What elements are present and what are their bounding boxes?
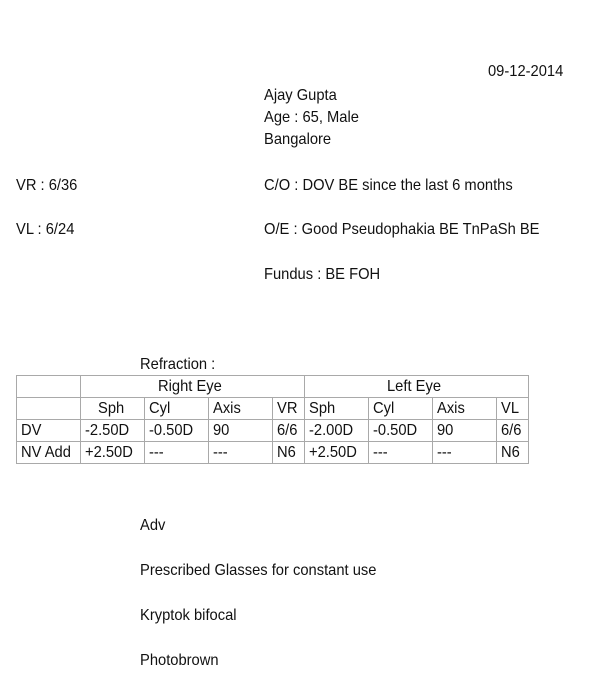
table-header-column-row: [17, 398, 529, 420]
advice-item: Photobrown: [140, 652, 219, 669]
advice-item: Kryptok bifocal: [140, 607, 237, 624]
column-header: Sph: [81, 398, 145, 420]
table-cell: ---: [145, 442, 209, 464]
table-cell: -0.50D: [369, 420, 433, 442]
column-header: Axis: [209, 398, 273, 420]
table-cell: -2.00D: [305, 420, 369, 442]
table-cell: 90: [433, 420, 497, 442]
vision-left: VL : 6/24: [16, 221, 75, 238]
column-header: VL: [497, 398, 529, 420]
table-row: [17, 442, 529, 464]
patient-age-sex: Age : 65, Male: [264, 109, 359, 126]
refraction-label: Refraction :: [140, 356, 216, 373]
fundus-finding: Fundus : BE FOH: [264, 266, 381, 283]
patient-name: Ajay Gupta: [264, 87, 337, 104]
table-cell: ---: [209, 442, 273, 464]
advice-label: Adv: [140, 517, 166, 534]
table-cell: +2.50D: [81, 442, 145, 464]
row-label: DV: [17, 420, 81, 442]
table-cell: +2.50D: [305, 442, 369, 464]
left-eye-header: Left Eye: [305, 376, 529, 398]
table-cell: 90: [209, 420, 273, 442]
table-row-label-header: [17, 398, 81, 420]
advice-item: Prescribed Glasses for constant use: [140, 562, 377, 579]
column-header: Cyl: [145, 398, 209, 420]
table-cell: 6/6: [497, 420, 529, 442]
right-eye-header: Right Eye: [81, 376, 305, 398]
refraction-table: [16, 375, 529, 464]
table-header-eye-row: [17, 376, 529, 398]
table-cell: -0.50D: [145, 420, 209, 442]
table-cell: -2.50D: [81, 420, 145, 442]
row-label: NV Add: [17, 442, 81, 464]
column-header: VR: [273, 398, 305, 420]
table-cell: N6: [497, 442, 529, 464]
table-cell: ---: [433, 442, 497, 464]
patient-city: Bangalore: [264, 131, 332, 148]
column-header: Sph: [305, 398, 369, 420]
vision-right: VR : 6/36: [16, 177, 78, 194]
table-row: [17, 420, 529, 442]
on-examination: O/E : Good Pseudophakia BE TnPaSh BE: [264, 221, 540, 238]
chief-complaint: C/O : DOV BE since the last 6 months: [264, 177, 513, 194]
column-header: Cyl: [369, 398, 433, 420]
column-header: Axis: [433, 398, 497, 420]
table-cell: ---: [369, 442, 433, 464]
table-corner-cell: [17, 376, 81, 398]
prescription-date: 09-12-2014: [488, 63, 564, 80]
table-cell: 6/6: [273, 420, 305, 442]
table-cell: N6: [273, 442, 305, 464]
